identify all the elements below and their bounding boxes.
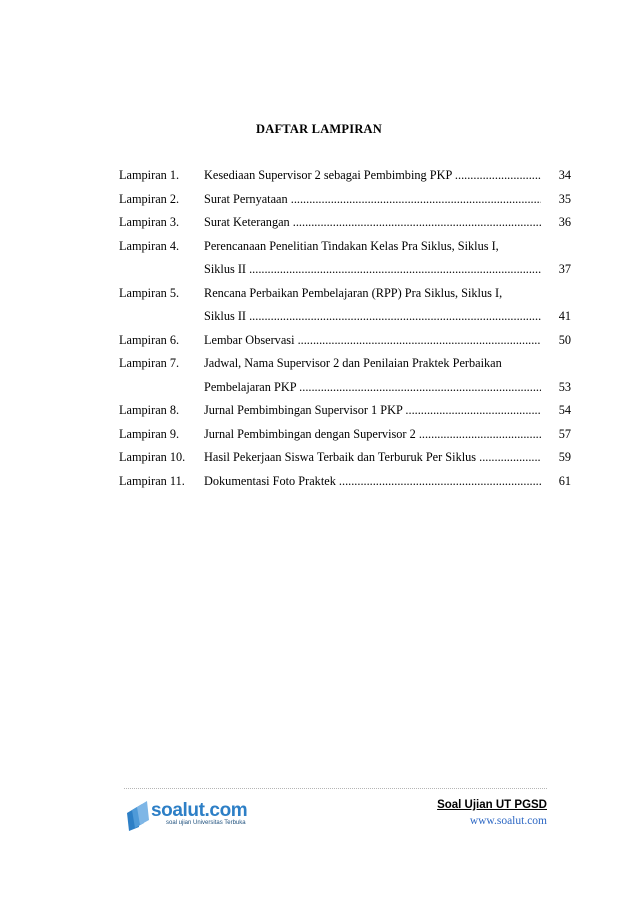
- appendix-title-continued: Siklus II .....: [204, 307, 541, 326]
- appendix-row[interactable]: [119, 213, 571, 237]
- appendix-page-number: 53: [558, 379, 571, 394]
- appendix-label: Lampiran 4.: [119, 238, 180, 253]
- logo-tagline: soal ujian Universitas Terbuka: [166, 820, 246, 826]
- appendix-row[interactable]: [119, 401, 571, 425]
- appendix-title: Jadwal, Nama Supervisor 2 dan Penilaian Praktek Perbaikan: [204, 356, 502, 370]
- appendix-row-continuation[interactable]: [119, 260, 571, 284]
- appendix-label: Lampiran 3.: [119, 215, 180, 229]
- appendix-label: Lampiran 2.: [119, 191, 180, 206]
- appendix-title: Hasil Pekerjaan Siswa Terbaik dan Terburuk Per Siklus .....: [204, 448, 541, 467]
- appendix-label: Lampiran 1.: [119, 168, 180, 182]
- page-title: DAFTAR LAMPIRAN: [255, 122, 383, 136]
- appendix-row[interactable]: [119, 472, 571, 496]
- appendix-page-number: 61: [558, 473, 571, 488]
- appendix-page-number: 57: [558, 426, 571, 441]
- appendix-page-number: 35: [558, 191, 571, 206]
- appendix-label: Lampiran 10.: [119, 450, 186, 464]
- appendix-page-number: 41: [558, 309, 571, 323]
- soalut-logo[interactable]: [124, 800, 248, 834]
- appendix-row[interactable]: [119, 237, 571, 261]
- appendix-label: Lampiran 8.: [119, 403, 180, 417]
- appendix-title: Jurnal Pembimbingan Supervisor 1 PKP .....: [204, 401, 541, 420]
- footer-divider: [124, 788, 547, 789]
- appendix-row[interactable]: [119, 448, 571, 472]
- appendix-page-number: 34: [558, 168, 571, 182]
- appendix-row[interactable]: [119, 425, 571, 449]
- site-url-link[interactable]: www.soalut.com: [469, 815, 547, 827]
- appendix-title-continued: Pembelajaran PKP .....: [204, 378, 541, 397]
- appendix-title: Lembar Observasi .....: [204, 331, 541, 350]
- appendix-row-continuation[interactable]: [119, 307, 571, 331]
- appendix-row[interactable]: [119, 354, 571, 378]
- appendix-label: Lampiran 5.: [119, 285, 180, 300]
- appendix-row[interactable]: [119, 331, 571, 355]
- appendix-row[interactable]: [119, 190, 571, 214]
- appendix-page-number: 59: [558, 450, 571, 464]
- appendix-label: Lampiran 7.: [119, 356, 180, 370]
- appendix-label: Lampiran 6.: [119, 332, 180, 347]
- appendix-title: Surat Keterangan .....: [204, 213, 541, 232]
- appendix-label: Lampiran 9.: [119, 426, 180, 441]
- appendix-list: [119, 166, 571, 495]
- appendix-page-number: 50: [558, 332, 571, 347]
- appendix-title: Rencana Perbaikan Pembelajaran (RPP) Pra Siklus, Siklus I,: [204, 285, 503, 300]
- site-name: Soal Ujian UT PGSD: [437, 799, 547, 811]
- appendix-page-number: 36: [558, 215, 571, 229]
- appendix-title: Surat Pernyataan .....: [204, 190, 541, 209]
- appendix-page-number: 37: [558, 262, 571, 276]
- book-pages-icon: [124, 801, 152, 831]
- appendix-row[interactable]: [119, 166, 571, 190]
- appendix-title: Kesediaan Supervisor 2 sebagai Pembimbing PKP .....: [204, 166, 541, 185]
- logo-wordmark: soalut.com: [151, 800, 248, 821]
- appendix-title: Jurnal Pembimbingan dengan Supervisor 2 .....: [204, 425, 541, 444]
- appendix-row-continuation[interactable]: [119, 378, 571, 402]
- appendix-page-number: 54: [558, 403, 571, 417]
- appendix-title: Perencanaan Penelitian Tindakan Kelas Pra Siklus, Siklus I,: [204, 238, 499, 253]
- appendix-label: Lampiran 11.: [119, 473, 185, 488]
- appendix-row[interactable]: [119, 284, 571, 308]
- appendix-title: Dokumentasi Foto Praktek .....: [204, 472, 541, 491]
- appendix-title-continued: Siklus II .....: [204, 260, 541, 279]
